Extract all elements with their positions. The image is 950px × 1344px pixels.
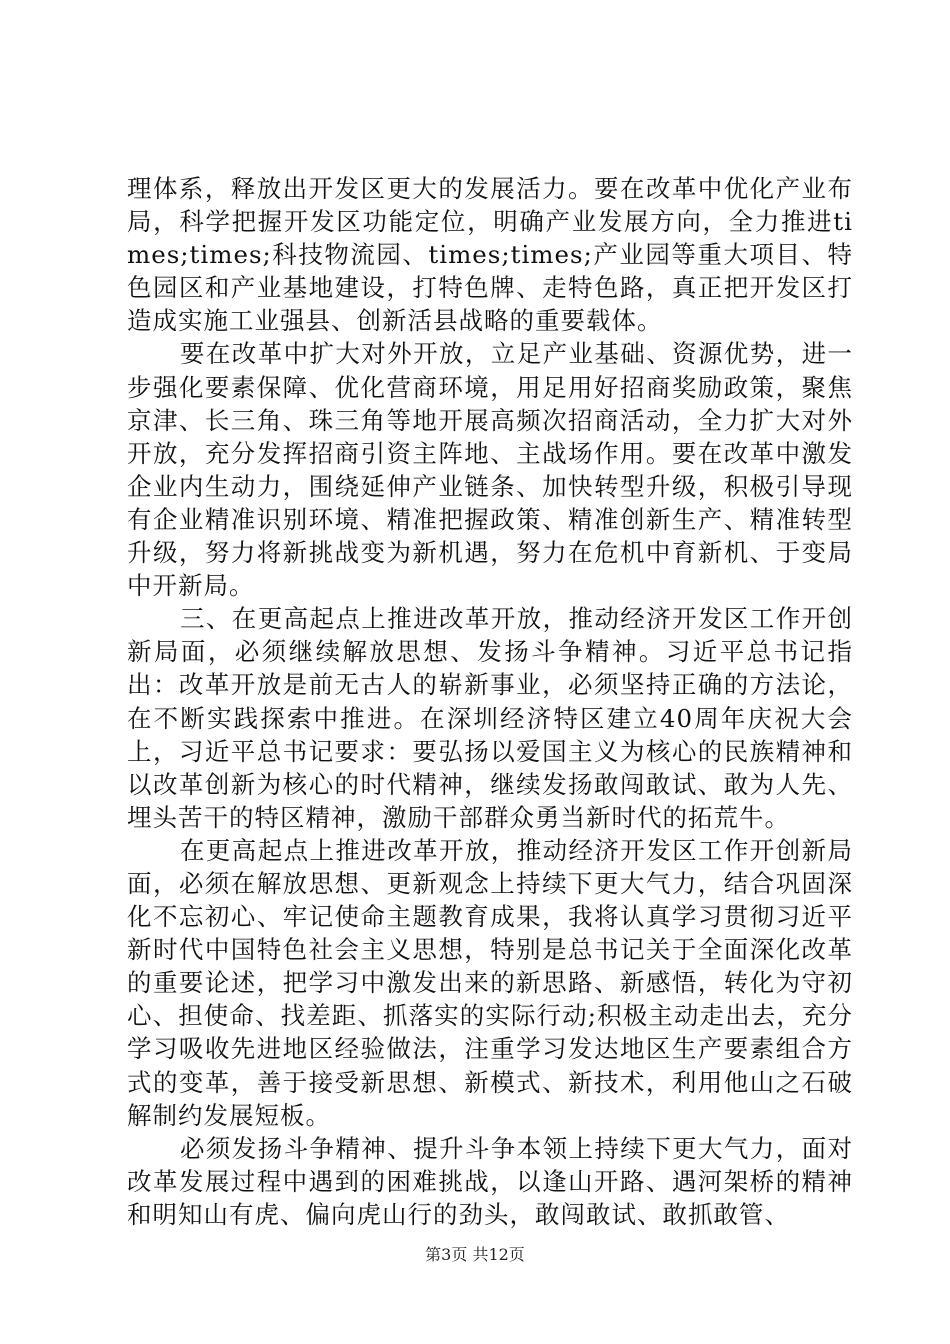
paragraph-opening-up: 要在改革中扩大对外开放，立足产业基础、资源优势，进一步强化要素保障、优化营商环境，用足用好招商奖励政策，聚焦京津、长三角、珠三角等地开展高频次招商活动，全力扩大对外开放，充分发挥招商引资主阵地、主战场作用。要在改革中激发企业内生动力，围绕延伸产业链条、加快转型升级，积极引导现有企业精准识别环境、精准把握政策、精准创新生产、精准转型升级，努力将新挑战变为新机遇，努力在危机中育新机、于变局中开新局。 [127,339,853,601]
document-body [127,172,853,1231]
paragraph-emancipate-mind: 在更高起点上推进改革开放，推动经济开发区工作开创新局面，必须在解放思想、更新观念上持续下更大气力，结合巩固深化不忘初心、牢记使命主题教育成果，我将认真学习贯彻习近平新时代中国特色社会主义思想，特别是总书记关于全面深化改革的重要论述，把学习中激发出来的新思路、新感悟，转化为守初心、担使命、找差距、抓落实的实际行动;积极主动走出去，充分学习吸收先进地区经验做法，注重学习发达地区生产要素组合方式的变革，善于接受新思想、新模式、新技术，利用他山之石破解制约发展短板。 [127,835,853,1130]
paragraph-continued: 理体系，释放出开发区更大的发展活力。要在改革中优化产业布局，科学把握开发区功能定位，明确产业发展方向，全力推进times;times;科技物流园、times;times;产业园等重大项目、特色园区和产业基地建设，打特色牌、走特色路，真正把开发区打造成实施工业强县、创新活县战略的重要载体。 [127,174,853,336]
paragraph-struggle-spirit: 必须发扬斗争精神、提升斗争本领上持续下更大气力，面对改革发展过程中遇到的困难挑战，以逢山开路、遇河架桥的精神和明知山有虎、偏向虎山行的劲头，敢闯敢试、敢抓敢管、 [127,1133,853,1229]
page-number-footer: 第3页 共12页 [425,1245,525,1264]
paragraph-section-three: 三、在更高起点上推进改革开放，推动经济开发区工作开创新局面，必须继续解放思想、发扬斗争精神。习近平总书记指出：改革开放是前无古人的崭新事业，必须坚持正确的方法论，在不断实践探索中推进。在深圳经济特区建立40周年庆祝大会上，习近平总书记要求：要弘扬以爱国主义为核心的民族精神和以改革创新为核心的时代精神，继续发扬敢闯敢试、敢为人先、埋头苦干的特区精神，激励干部群众勇当新时代的拓荒牛。 [127,604,853,832]
